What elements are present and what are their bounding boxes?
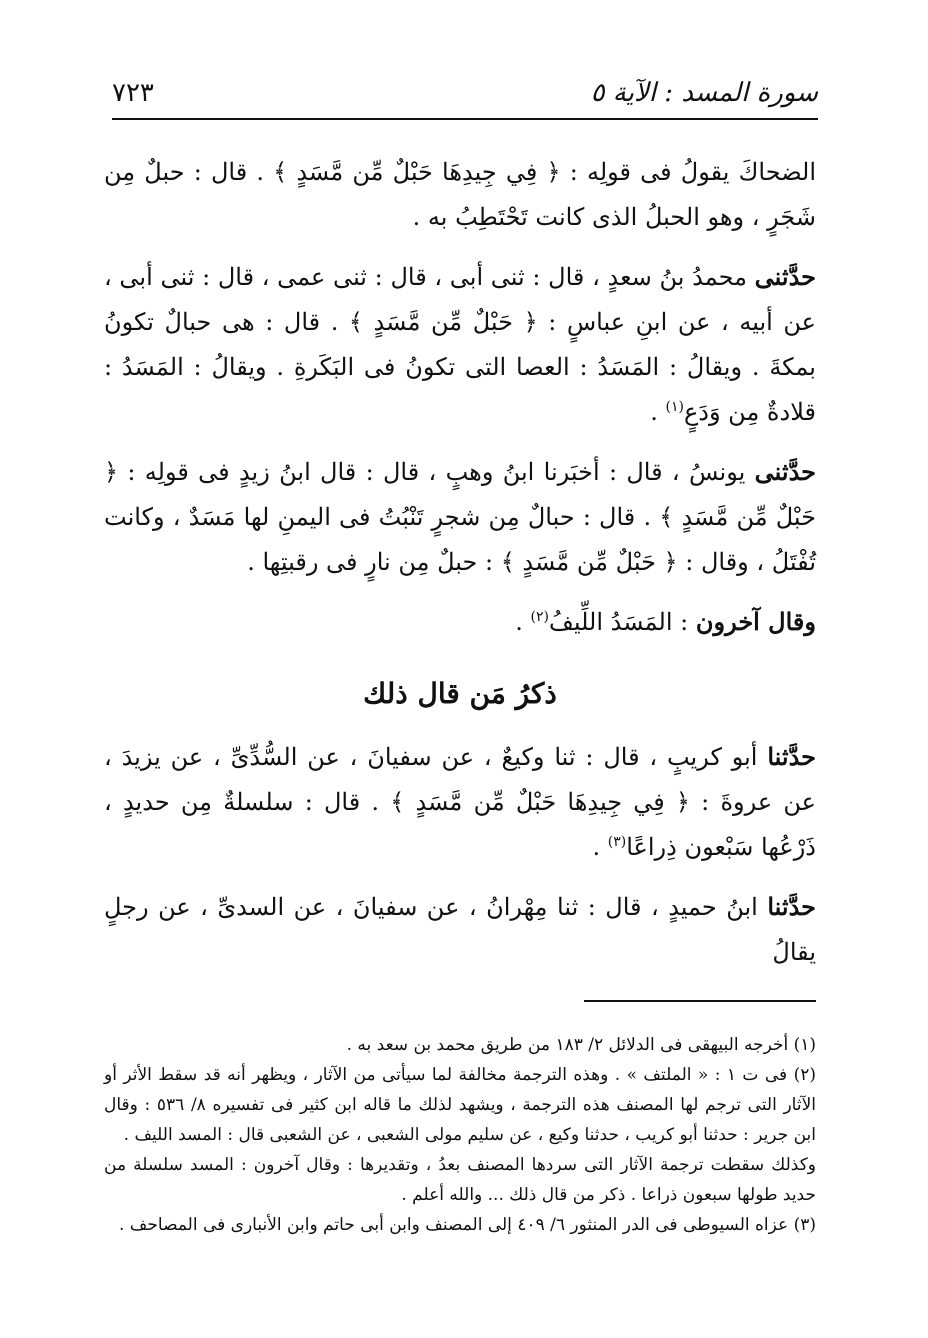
narration-lead: وقال آخرون (695, 607, 816, 636)
page-header (112, 70, 818, 120)
footnote-2-continued: وكذلك سقطت ترجمة الآثار التى سردها المصنف بعدُ ، وتقديرها : وقال آخرون : المسد سلسلة من حديد طولها سبعون ذراعا . ذكر من قال ذلك ... والله أعلم . (104, 1155, 816, 1205)
paragraph-text: يونسُ ، قال : أخبَرنا ابنُ وهبٍ ، قال : قال ابنُ زيدٍ فى قولِه : ﴿ حَبْلٌ مِّن مَّسَدٍ ﴾ . قال : حبالٌ مِن شجرٍ تَنْبُتُ فى اليمنِ لها مَسَدٌ ، وكانت تُفْتَلُ ، وقال : ﴿ حَبْلٌ مِّن مَّسَدٍ ﴾ : حبلٌ مِن نارٍ فى رقبتِها . (104, 458, 816, 576)
paragraph-text: أبو كريبٍ ، قال : ثنا وكيعٌ ، عن سفيانَ ، عن السُّدِّىِّ ، عن يزيدَ ، عن عروةَ : ﴿ فِي جِيدِهَا حَبْلٌ مِّن مَّسَدٍ ﴾ . قال : سلسلةٌ مِن حديدٍ ، ذَرْعُها سَبْعون ذِراعًا (104, 743, 816, 861)
paragraph-end: . (592, 833, 608, 861)
narration-lead: حدَّثنا (767, 742, 816, 771)
footnote-ref-1: (١) (665, 399, 684, 415)
footnote-divider (584, 1000, 816, 1002)
paragraph-text: : المَسَدُ اللِّيفُ (549, 608, 696, 636)
footnote-ref-3: (٣) (607, 834, 627, 850)
narration-lead: حدَّثنى (754, 457, 816, 486)
paragraph-1 (104, 150, 816, 240)
footnote-ref-2: (٢) (530, 609, 549, 625)
footnotes (104, 1030, 816, 1240)
footnote-2: (٢) فى ت ١ : « الملتف » . وهذه الترجمة مخالفة لما سيأتى من الآثار ، ويظهر أنه قد سقط الأثر أو الآثار التى ترجم لها المصنف هذه الترجمة ، ويشهد لذلك ما قاله ابن كثير فى تفسيره ٨/ ٥٣٦ : وقال ابن جرير : حدثنا أبو كريب ، حدثنا وكيع ، عن سليم مولى الشعبى ، عن الشعبى قال : المسد الليف . (104, 1065, 816, 1145)
paragraph-text: الضحاكَ يقولُ فى قولِه : ﴿ فِي جِيدِهَا حَبْلٌ مِّن مَّسَدٍ ﴾ . قال : حبلٌ مِن شَجَرٍ ، وهو الحبلُ الذى كانت تَحْتَطِبُ به . (104, 158, 816, 231)
paragraph-4 (104, 599, 816, 645)
paragraph-text: ابنُ حميدٍ ، قال : ثنا مِهْرانُ ، عن سفيانَ ، عن السدىِّ ، عن رجلٍ يقالُ (104, 893, 816, 966)
paragraph-5 (104, 734, 816, 870)
narration-lead: حدَّثنى (754, 262, 816, 291)
paragraph-end: . (515, 608, 531, 636)
paragraph-text: محمدُ بنُ سعدٍ ، قال : ثنى أبى ، قال : ثنى عمى ، قال : ثنى أبى ، عن أبيه ، عن ابنِ عباسٍ : ﴿ حَبْلٌ مِّن مَّسَدٍ ﴾ . قال : هى حبالٌ تكونُ بمكةَ . ويقالُ : المَسَدُ : العصا التى تكونُ فى البَكَرةِ . ويقالُ : المَسَدُ : قلادةٌ مِن وَدَعٍ (104, 263, 816, 426)
footnote-1: (١) أخرجه البيهقى فى الدلائل ٢/ ١٨٣ من طريق محمد بن سعد به . (346, 1035, 816, 1055)
paragraph-end: . (650, 398, 666, 426)
surah-title: سورة المسد : الآية ٥ (590, 78, 818, 108)
section-heading: ذكرُ مَن قال ذلك (363, 677, 557, 710)
paragraph-3 (104, 449, 816, 585)
main-text (104, 150, 816, 989)
footnote-3: (٣) عزاه السيوطى فى الدر المنثور ٦/ ٤٠٩ إلى المصنف وابن أبى حاتم وابن الأنبارى فى المصاحف . (119, 1215, 816, 1235)
paragraph-2 (104, 254, 816, 435)
paragraph-6 (104, 884, 816, 975)
narration-lead: حدَّثنا (767, 892, 816, 921)
page-number: ٧٢٣ (112, 78, 154, 108)
